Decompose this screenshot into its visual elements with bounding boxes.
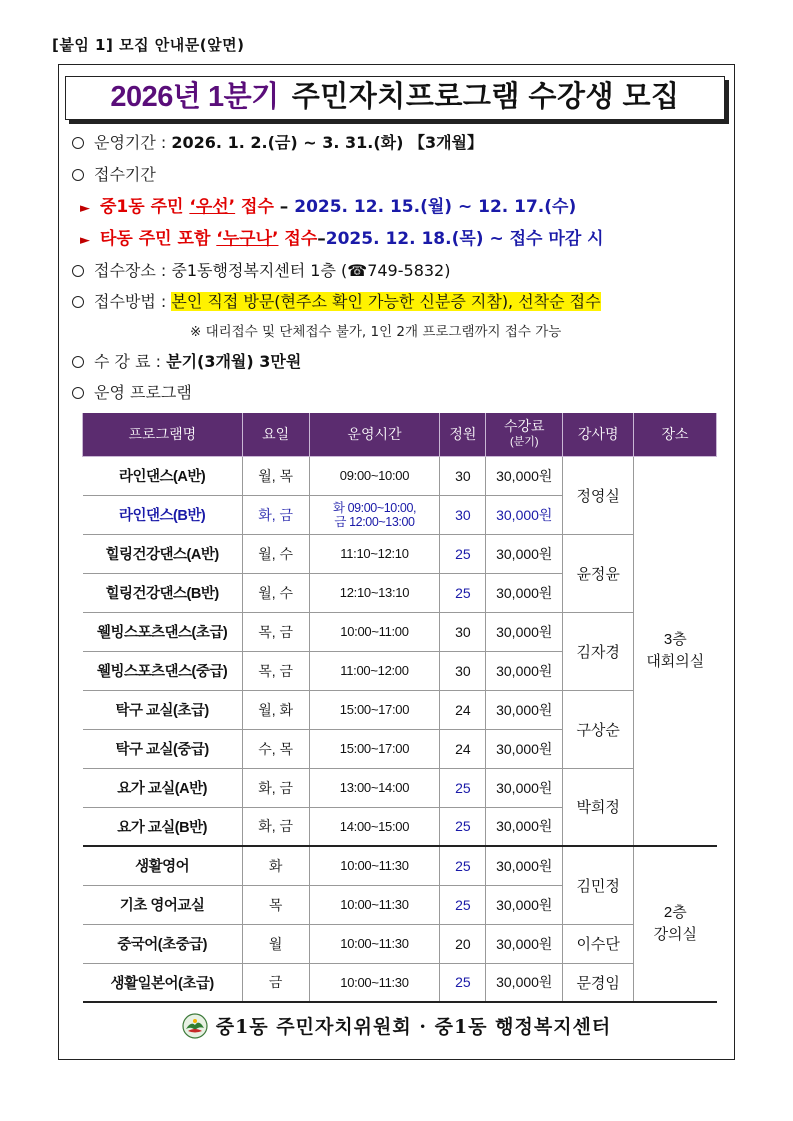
program-name: 생활영어 <box>83 846 243 885</box>
place-line <box>72 260 450 282</box>
program-days: 월, 수 <box>242 534 309 573</box>
place-room: 강의실 <box>653 926 698 943</box>
attachment-label: [붙임 1] 모집 안내문(앞면) <box>52 36 245 54</box>
fee-value: 분기(3개월) 3만원 <box>166 352 302 371</box>
program-name: 라인댄스(B반) <box>83 495 243 534</box>
program-capacity: 24 <box>440 729 486 768</box>
program-time: 15:00~17:00 <box>309 729 440 768</box>
header-fee <box>486 413 563 456</box>
program-capacity: 30 <box>440 495 486 534</box>
program-days: 화, 금 <box>242 495 309 534</box>
program-days: 목, 금 <box>242 612 309 651</box>
teacher-name: 윤정윤 <box>563 534 634 612</box>
program-capacity: 25 <box>440 963 486 1002</box>
program-name: 요가 교실(B반) <box>83 807 243 846</box>
place-value: 중1동행정복지센터 1층 (☎749-5832) <box>171 261 451 280</box>
programs-line <box>72 382 192 404</box>
place-label: 접수장소 : <box>94 261 172 280</box>
circle-bullet-icon <box>72 356 84 368</box>
program-name: 라인댄스(A반) <box>83 456 243 495</box>
program-name: 탁구 교실(초급) <box>83 690 243 729</box>
program-days: 금 <box>242 963 309 1002</box>
program-days: 화, 금 <box>242 807 309 846</box>
place-floor: 3층 <box>663 630 687 648</box>
circle-bullet-icon <box>72 265 84 277</box>
program-name: 중국어(초중급) <box>83 924 243 963</box>
program-days: 월 <box>242 924 309 963</box>
place-floor: 2층 <box>663 904 687 921</box>
program-capacity: 25 <box>440 807 486 846</box>
program-time-line1: 화 09:00~10:00, <box>332 500 417 515</box>
program-capacity: 30 <box>440 456 486 495</box>
program-time: 14:00~15:00 <box>309 807 440 846</box>
fee-label: 수 강 료 : <box>94 352 167 371</box>
anyone-label-b: 접수 <box>278 229 318 249</box>
anyone-dash: – <box>317 229 326 249</box>
program-name: 웰빙스포츠댄스(중급) <box>83 651 243 690</box>
program-days: 목, 금 <box>242 651 309 690</box>
program-fee: 30,000원 <box>486 846 563 885</box>
period-line <box>72 132 483 154</box>
table-row <box>83 456 717 495</box>
program-table <box>82 413 717 1003</box>
reception-period-label: 접수기간 <box>94 165 156 184</box>
program-fee: 30,000원 <box>486 924 563 963</box>
program-days: 목 <box>242 885 309 924</box>
table-row <box>83 768 717 807</box>
program-days: 월, 수 <box>242 573 309 612</box>
circle-bullet-icon <box>72 169 84 181</box>
program-name: 힐링건강댄스(B반) <box>83 573 243 612</box>
table-row <box>83 612 717 651</box>
priority-dash: – <box>273 197 295 217</box>
place-cell <box>634 456 717 846</box>
triangle-arrow-icon: ► <box>80 233 90 248</box>
table-row <box>83 846 717 885</box>
program-time-line2: 금 12:00~13:00 <box>334 514 415 529</box>
header-teacher: 강사명 <box>563 413 634 456</box>
program-time: 10:00~11:30 <box>309 846 440 885</box>
program-fee: 30,000원 <box>486 963 563 1002</box>
circle-bullet-icon <box>72 387 84 399</box>
title-main: 주민자치프로그램 수강생 모집 <box>291 81 680 113</box>
program-capacity: 20 <box>440 924 486 963</box>
header-capacity: 정원 <box>440 413 486 456</box>
fee-line <box>72 351 301 373</box>
program-days: 월, 화 <box>242 690 309 729</box>
programs-label: 운영 프로그램 <box>94 383 192 402</box>
method-line <box>72 291 601 313</box>
program-time: 10:00~11:30 <box>309 963 440 1002</box>
place-cell <box>634 846 717 1002</box>
program-time <box>309 495 440 534</box>
teacher-name: 이수단 <box>563 924 634 963</box>
table-row <box>83 690 717 729</box>
header-program: 프로그램명 <box>83 413 243 456</box>
program-capacity: 25 <box>440 534 486 573</box>
program-time: 11:10~12:10 <box>309 534 440 573</box>
circle-bullet-icon <box>72 137 84 149</box>
program-time: 15:00~17:00 <box>309 690 440 729</box>
program-capacity: 25 <box>440 573 486 612</box>
priority-label-a: 중1동 주민 <box>100 197 190 217</box>
program-fee: 30,000원 <box>486 690 563 729</box>
program-days: 수, 목 <box>242 729 309 768</box>
reception-period-line <box>72 164 156 186</box>
program-name: 탁구 교실(중급) <box>83 729 243 768</box>
program-fee: 30,000원 <box>486 729 563 768</box>
method-value: 본인 직접 방문(현주소 확인 가능한 신분증 지참), 선착순 접수 <box>171 292 601 311</box>
place-room: 대회의실 <box>646 652 705 670</box>
program-fee: 30,000원 <box>486 885 563 924</box>
anyone-label-quote: ‘누구나’ <box>216 229 279 249</box>
program-fee: 30,000원 <box>486 456 563 495</box>
program-time: 11:00~12:00 <box>309 651 440 690</box>
teacher-name: 박희정 <box>563 768 634 846</box>
program-fee: 30,000원 <box>486 495 563 534</box>
program-time: 10:00~11:30 <box>309 885 440 924</box>
reception-note: ※ 대리접수 및 단체접수 불가, 1인 2개 프로그램까지 접수 가능 <box>190 324 562 340</box>
program-name: 힐링건강댄스(A반) <box>83 534 243 573</box>
program-capacity: 25 <box>440 846 486 885</box>
teacher-name: 문경임 <box>563 963 634 1002</box>
teacher-name: 김자경 <box>563 612 634 690</box>
program-fee: 30,000원 <box>486 651 563 690</box>
period-value: 2026. 1. 2.(금) ~ 3. 31.(화) 【3개월】 <box>171 133 484 152</box>
district-emblem-icon <box>182 1013 208 1039</box>
program-days: 화 <box>242 846 309 885</box>
table-row <box>83 963 717 1002</box>
program-fee: 30,000원 <box>486 573 563 612</box>
program-name: 생활일본어(초급) <box>83 963 243 1002</box>
program-fee: 30,000원 <box>486 612 563 651</box>
program-fee: 30,000원 <box>486 534 563 573</box>
anyone-dates: 2025. 12. 18.(목) ~ 접수 마감 시 <box>325 229 604 249</box>
priority-label-quote: ‘우선’ <box>189 197 236 217</box>
program-name: 요가 교실(A반) <box>83 768 243 807</box>
table-header-row <box>83 413 717 456</box>
header-days: 요일 <box>242 413 309 456</box>
table-row <box>83 534 717 573</box>
program-time: 12:10~13:10 <box>309 573 440 612</box>
triangle-arrow-icon: ► <box>80 201 90 216</box>
header-fee-sub: (분기) <box>510 436 539 449</box>
program-capacity: 30 <box>440 651 486 690</box>
program-capacity: 24 <box>440 690 486 729</box>
header-fee-label: 수강료 <box>504 418 545 435</box>
program-name: 웰빙스포츠댄스(초급) <box>83 612 243 651</box>
priority-label-b: 접수 <box>235 197 274 217</box>
program-capacity: 30 <box>440 612 486 651</box>
program-time: 10:00~11:00 <box>309 612 440 651</box>
table-row <box>83 924 717 963</box>
header-time: 운영시간 <box>309 413 440 456</box>
footer-text: 중1동 주민자치위원회 · 중1동 행정복지센터 <box>215 1016 612 1038</box>
program-time: 13:00~14:00 <box>309 768 440 807</box>
program-days: 화, 금 <box>242 768 309 807</box>
circle-bullet-icon <box>72 296 84 308</box>
program-capacity: 25 <box>440 768 486 807</box>
program-time: 09:00~10:00 <box>309 456 440 495</box>
teacher-name: 김민정 <box>563 846 634 924</box>
anyone-label-a: 타동 주민 포함 <box>100 229 217 249</box>
teacher-name: 정영실 <box>563 456 634 534</box>
program-days: 월, 목 <box>242 456 309 495</box>
footer <box>0 1012 793 1039</box>
title-quarter: 2026년 1분기 <box>110 81 279 113</box>
title-box <box>65 76 725 120</box>
priority-dates: 2025. 12. 15.(월) ~ 12. 17.(수) <box>294 197 577 217</box>
period-label: 운영기간 : <box>94 133 172 152</box>
program-time: 10:00~11:30 <box>309 924 440 963</box>
program-fee: 30,000원 <box>486 807 563 846</box>
program-fee: 30,000원 <box>486 768 563 807</box>
program-capacity: 25 <box>440 885 486 924</box>
program-name: 기초 영어교실 <box>83 885 243 924</box>
teacher-name: 구상순 <box>563 690 634 768</box>
anyone-line <box>72 228 604 252</box>
method-label: 접수방법 : <box>94 292 172 311</box>
header-place: 장소 <box>634 413 717 456</box>
priority-line <box>72 196 576 220</box>
